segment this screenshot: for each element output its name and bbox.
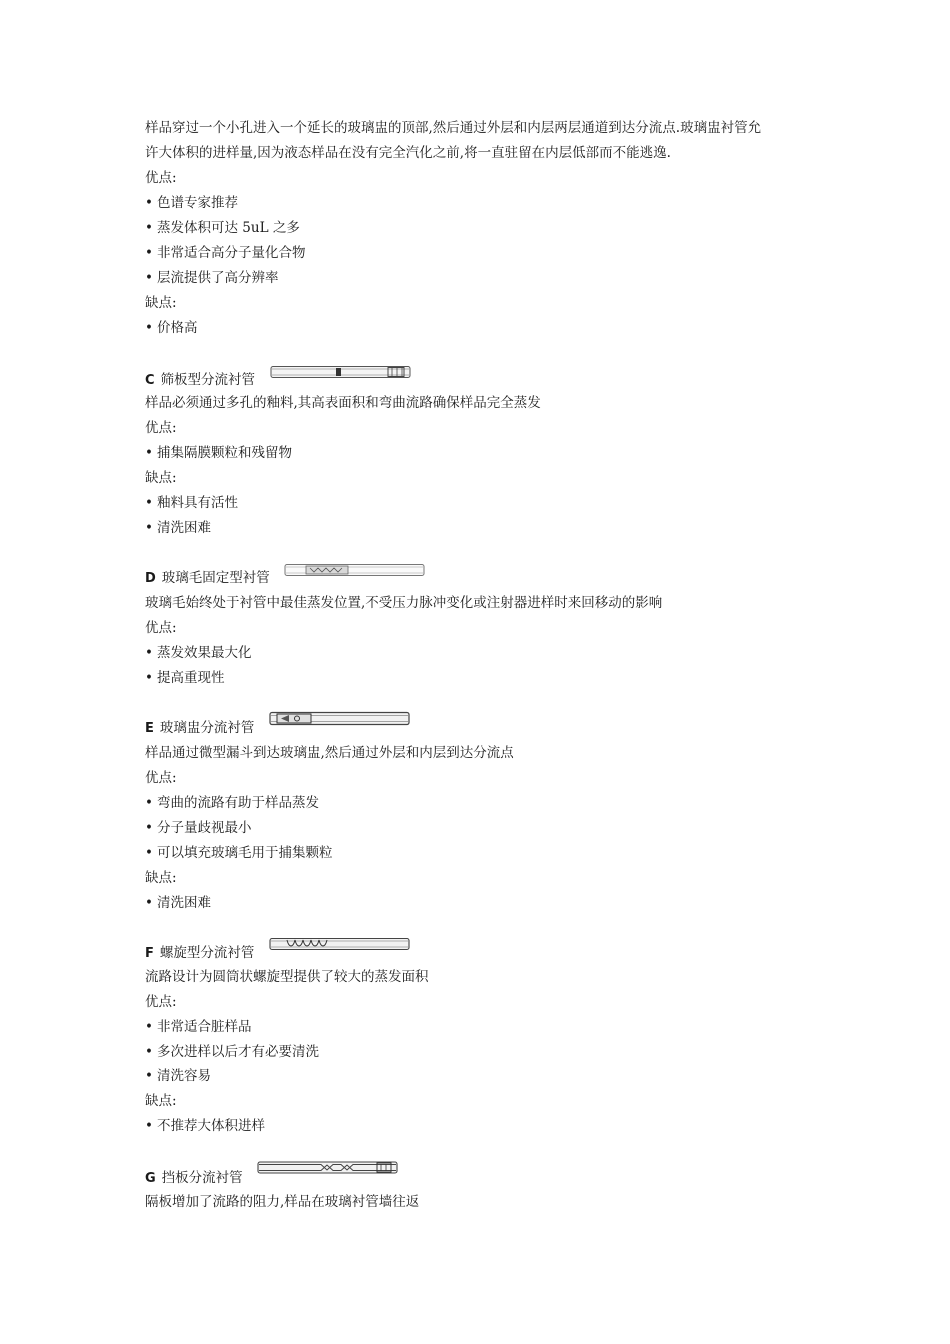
cons-label: 缺点: xyxy=(145,1093,177,1109)
glass-wool-liner-icon xyxy=(284,562,426,578)
section-title: 筛板型分流衬管 xyxy=(160,372,256,388)
section-title: 玻璃毛固定型衬管 xyxy=(161,570,270,586)
pro-item: • 蒸发效果最大化 xyxy=(145,645,252,661)
section-description: 样品必须通过多孔的釉料,其高表面积和弯曲流路确保样品完全蒸发 xyxy=(145,395,541,411)
section-title: 螺旋型分流衬管 xyxy=(159,945,255,961)
section-heading xyxy=(145,371,255,390)
pros-label: 优点: xyxy=(145,994,177,1010)
pro-item: • 层流提供了高分辨率 xyxy=(145,270,279,286)
pro-text: 弯曲的流路有助于样品蒸发 xyxy=(157,795,319,811)
cons-label: 缺点: xyxy=(145,870,177,886)
pro-item: • 非常适合高分子量化合物 xyxy=(145,245,306,261)
section-heading xyxy=(145,569,270,588)
section-letter: C xyxy=(145,373,155,388)
con-text: 不推荐大体积进样 xyxy=(157,1118,265,1134)
con-item: • 清洗困难 xyxy=(145,520,211,536)
pro-text: 非常适合高分子量化合物 xyxy=(157,245,306,261)
con-text: 价格高 xyxy=(157,320,198,336)
frit-liner-icon xyxy=(270,364,412,380)
pro-item: • 弯曲的流路有助于样品蒸发 xyxy=(145,795,319,811)
section-description: 流路设计为圆筒状螺旋型提供了较大的蒸发面积 xyxy=(145,969,429,985)
section-letter: D xyxy=(145,571,156,586)
section-heading xyxy=(145,944,254,963)
pro-text: 提高重现性 xyxy=(157,670,225,686)
pro-item: • 可以填充玻璃毛用于捕集颗粒 xyxy=(145,845,333,861)
pro-text: 蒸发效果最大化 xyxy=(157,645,252,661)
section-description: 样品通过微型漏斗到达玻璃盅,然后通过外层和内层到达分流点 xyxy=(145,745,514,761)
con-text: 清洗困难 xyxy=(157,895,211,911)
pro-item: • 多次进样以后才有必要清洗 xyxy=(145,1044,319,1060)
con-item: • 价格高 xyxy=(145,320,198,336)
cup-liner-icon xyxy=(269,710,411,728)
pro-item: • 色谱专家推荐 xyxy=(145,195,238,211)
intro-paragraph-line: 许大体积的进样量,因为液态样品在没有完全汽化之前,将一直驻留在内层低部而不能逃逸. xyxy=(145,145,671,161)
pros-label: 优点: xyxy=(145,420,177,436)
cons-label: 缺点: xyxy=(145,295,177,311)
section-title: 挡板分流衬管 xyxy=(161,1170,243,1186)
pros-label: 优点: xyxy=(145,170,177,186)
section-heading xyxy=(145,719,254,738)
pro-text: 分子量歧视最小 xyxy=(157,820,252,836)
pro-item: • 分子量歧视最小 xyxy=(145,820,252,836)
pro-item: • 非常适合脏样品 xyxy=(145,1019,252,1035)
section-letter: F xyxy=(145,946,154,961)
con-item: • 清洗困难 xyxy=(145,895,211,911)
con-text: 清洗困难 xyxy=(157,520,211,536)
pro-text: 可以填充玻璃毛用于捕集颗粒 xyxy=(157,845,333,861)
pros-label: 优点: xyxy=(145,770,177,786)
con-text: 釉料具有活性 xyxy=(157,495,238,511)
pro-item: • 提高重现性 xyxy=(145,670,225,686)
cons-label: 缺点: xyxy=(145,470,177,486)
pro-text: 捕集隔膜颗粒和残留物 xyxy=(157,445,292,461)
pro-text: 层流提供了高分辨率 xyxy=(157,270,279,286)
pro-text: 色谱专家推荐 xyxy=(157,195,238,211)
pro-text: 蒸发体积可达 5uL 之多 xyxy=(157,220,300,236)
section-description: 玻璃毛始终处于衬管中最佳蒸发位置,不受压力脉冲变化或注射器进样时来回移动的影响 xyxy=(145,595,663,611)
pro-text: 非常适合脏样品 xyxy=(157,1019,252,1035)
spiral-liner-icon xyxy=(269,936,411,952)
pro-item: • 捕集隔膜颗粒和残留物 xyxy=(145,445,292,461)
section-letter: E xyxy=(145,721,154,736)
pros-label: 优点: xyxy=(145,620,177,636)
baffle-liner-icon xyxy=(257,1159,399,1177)
con-item: • 不推荐大体积进样 xyxy=(145,1118,265,1134)
con-item: • 釉料具有活性 xyxy=(145,495,238,511)
section-description: 隔板增加了流路的阻力,样品在玻璃衬管墙往返 xyxy=(145,1194,420,1210)
section-letter: G xyxy=(145,1171,156,1186)
pro-text: 多次进样以后才有必要清洗 xyxy=(157,1044,319,1060)
pro-text: 清洗容易 xyxy=(157,1068,211,1084)
pro-item: • 清洗容易 xyxy=(145,1068,211,1084)
intro-paragraph-line: 样品穿过一个小孔进入一个延长的玻璃盅的顶部,然后通过外层和内层两层通道到达分流点.玻璃盅衬管允 xyxy=(145,120,762,136)
section-title: 玻璃盅分流衬管 xyxy=(159,720,255,736)
section-heading xyxy=(145,1169,243,1188)
pro-item: • 蒸发体积可达 5uL 之多 xyxy=(145,220,300,236)
